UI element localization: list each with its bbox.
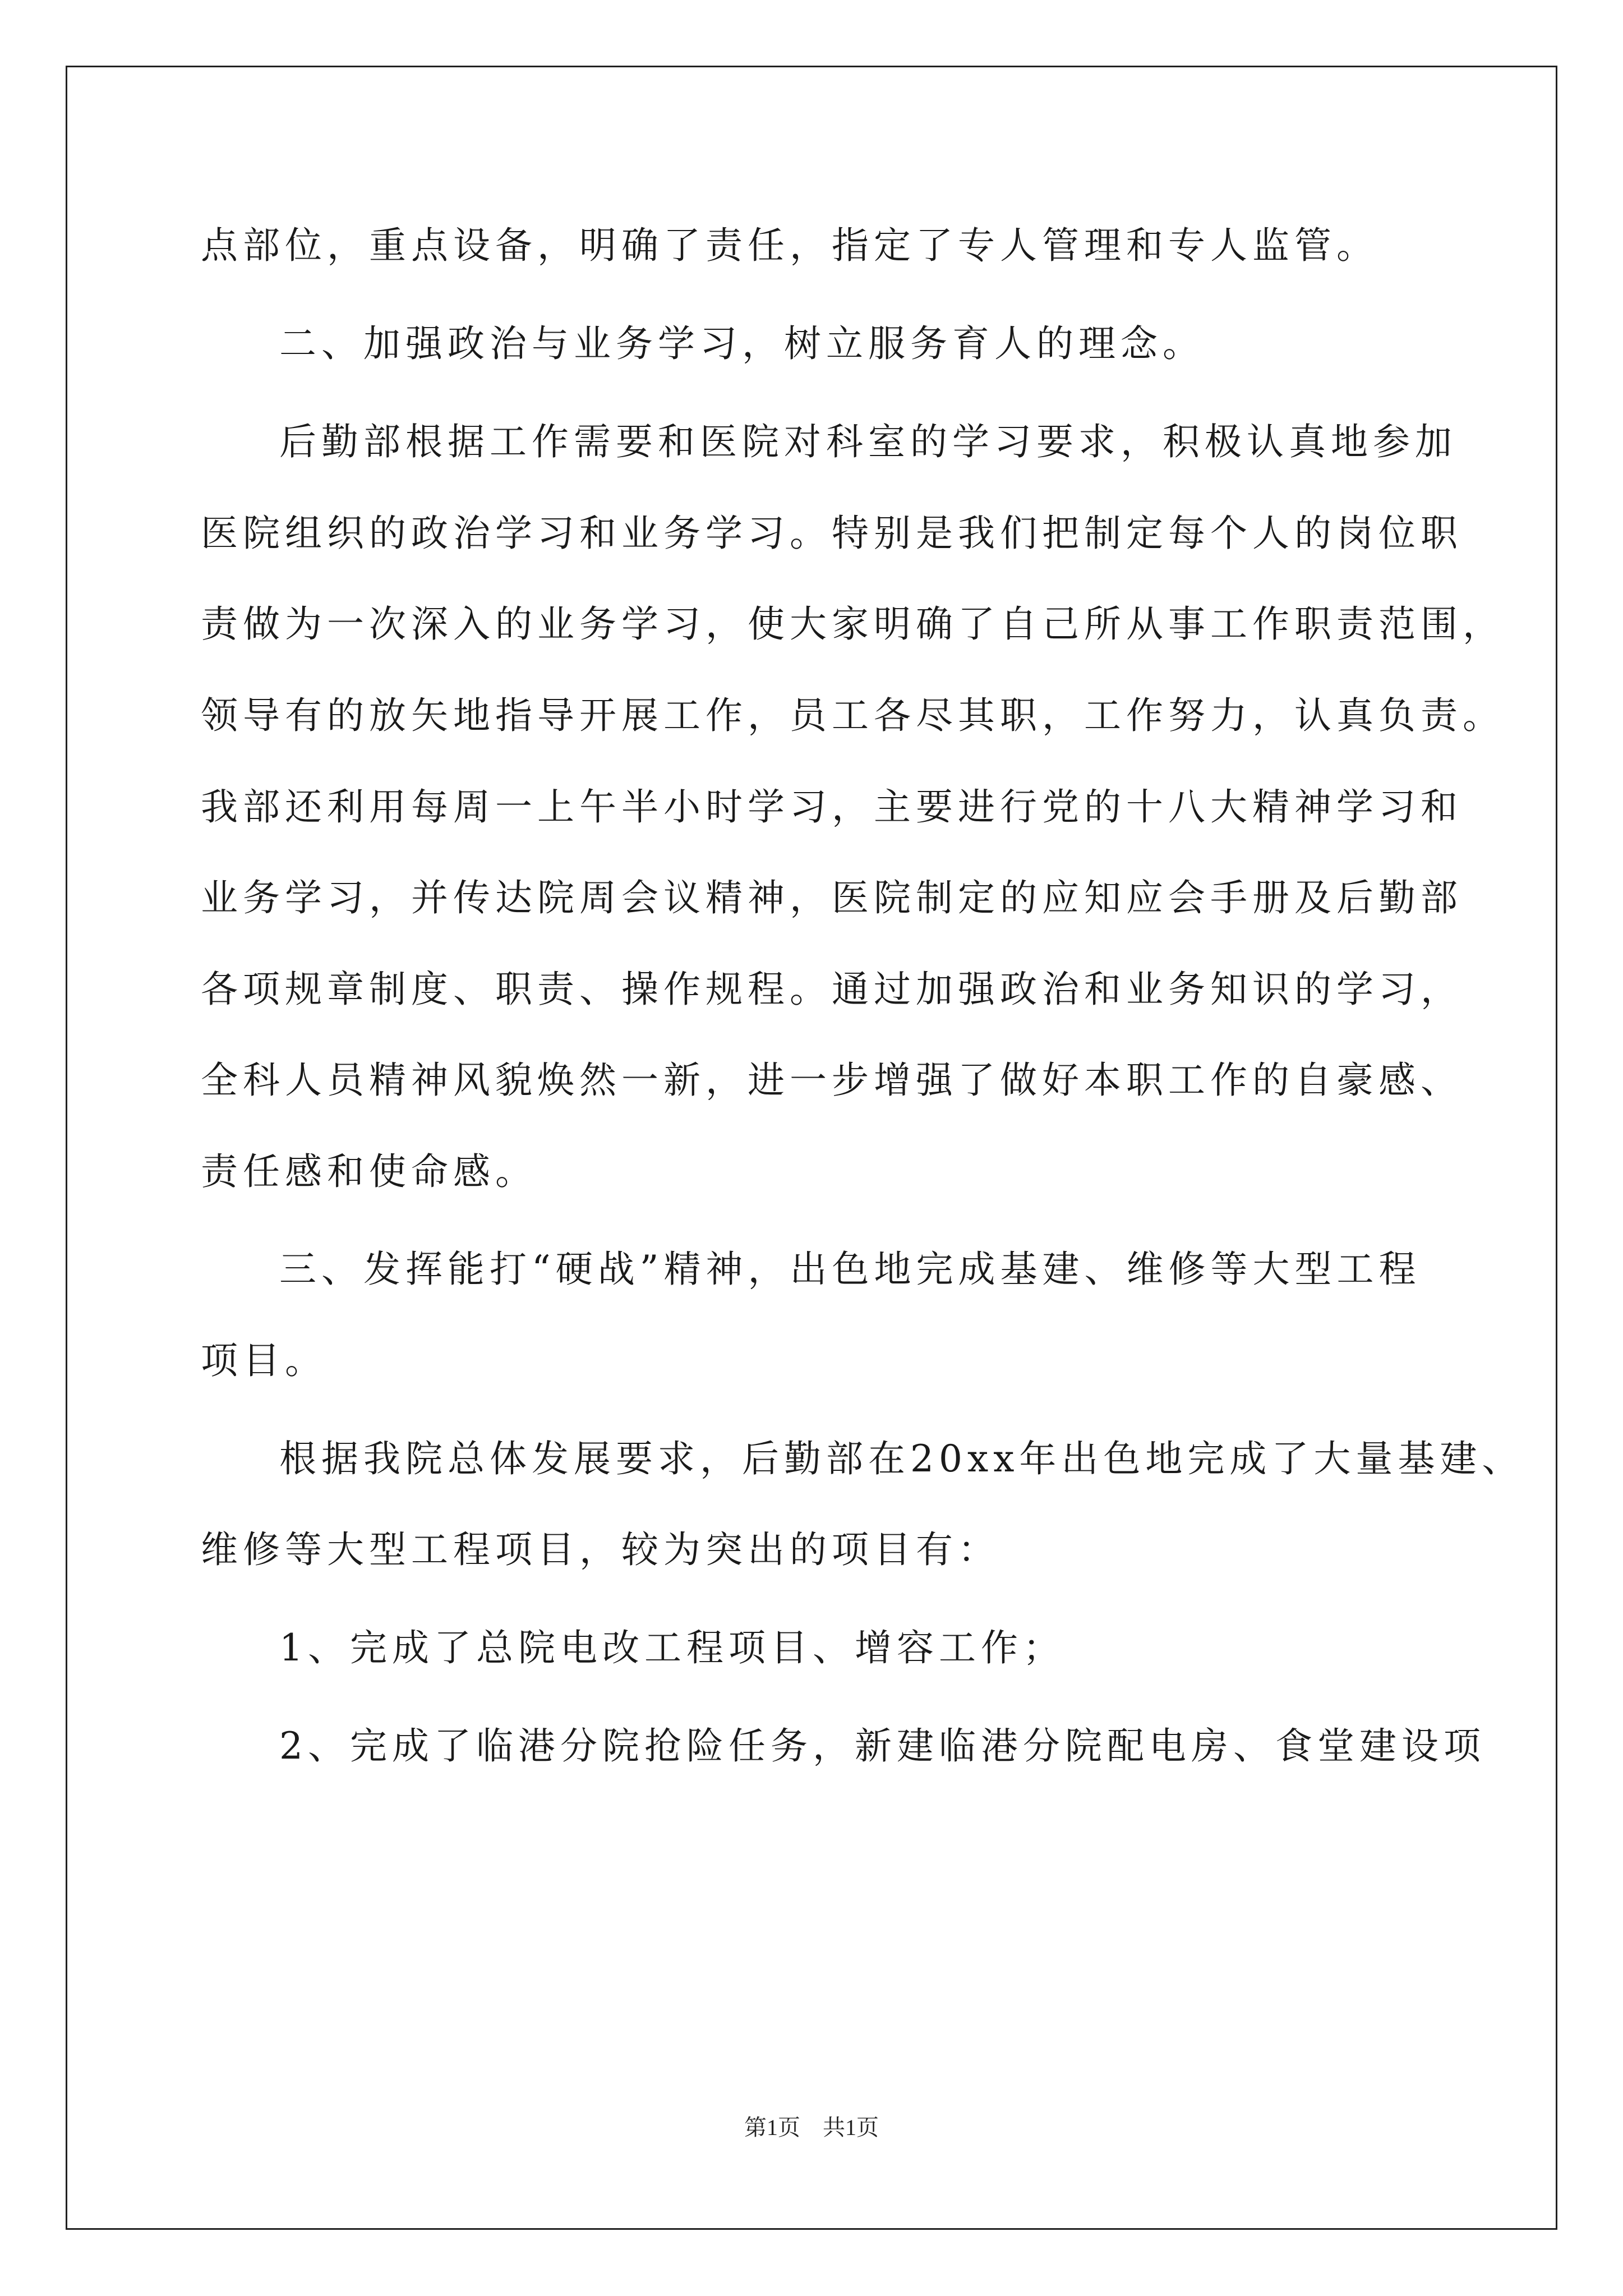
paragraph-line: 责做为一次深入的业务学习，使大家明确了自己所从事工作职责范围， <box>201 602 1505 646</box>
page-border <box>66 66 1557 2230</box>
paragraph-line: 各项规章制度、职责、操作规程。通过加强政治和业务知识的学习， <box>201 968 1463 1011</box>
page-number-footer: 第1页 共1页 <box>744 2115 879 2140</box>
list-item: 1、完成了总院电改工程项目、增容工作； <box>279 1626 1065 1669</box>
paragraph-line: 根据我院总体发展要求，后勤部在20xx年出色地完成了大量基建、 <box>279 1437 1524 1480</box>
paragraph-line: 后勤部根据工作需要和医院对科室的学习要求，积极认真地参加 <box>279 420 1457 463</box>
paragraph-line: 责任感和使命感。 <box>201 1150 537 1193</box>
section-heading: 二、加强政治与业务学习，树立服务育人的理念。 <box>279 322 1205 365</box>
list-item: 2、完成了临港分院抢险任务，新建临港分院配电房、食堂建设项 <box>279 1724 1486 1768</box>
paragraph-line: 领导有的放矢地指导开展工作，员工各尽其职，工作努力，认真负责。 <box>201 694 1505 737</box>
paragraph-line: 医院组织的政治学习和业务学习。特别是我们把制定每个人的岗位职 <box>201 512 1463 555</box>
paragraph-line: 业务学习，并传达院周会议精神，医院制定的应知应会手册及后勤部 <box>201 876 1463 919</box>
section-heading-continued: 项目。 <box>201 1339 327 1382</box>
paragraph-line: 点部位，重点设备，明确了责任，指定了专人管理和专人监管。 <box>201 224 1378 267</box>
paragraph-line: 全科人员精神风貌焕然一新，进一步增强了做好本职工作的自豪感、 <box>201 1059 1463 1102</box>
paragraph-line: 维修等大型工程项目，较为突出的项目有： <box>201 1528 1000 1571</box>
section-heading: 三、发挥能打“硬战”精神，出色地完成基建、维修等大型工程 <box>279 1248 1421 1291</box>
paragraph-line: 我部还利用每周一上午半小时学习，主要进行党的十八大精神学习和 <box>201 785 1463 829</box>
